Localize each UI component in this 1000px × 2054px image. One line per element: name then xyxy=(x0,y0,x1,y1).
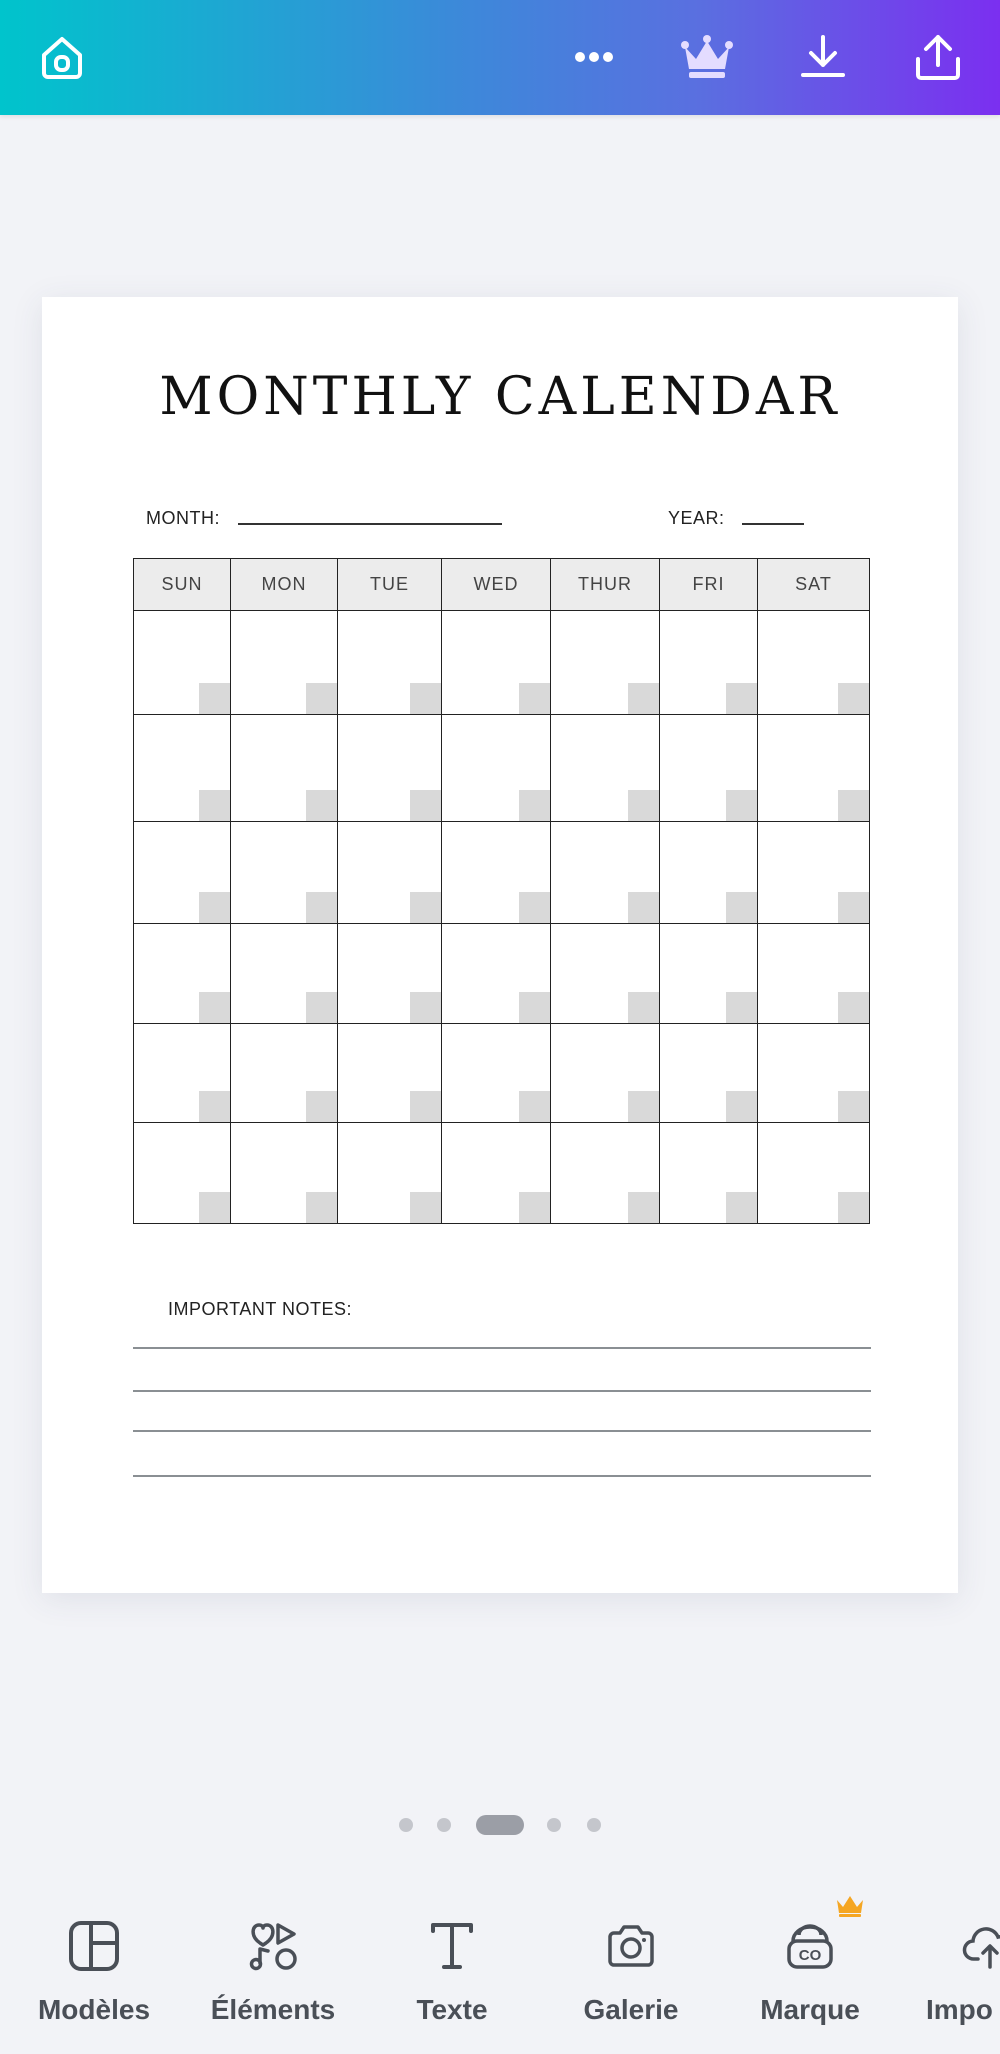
templates-icon xyxy=(67,1919,121,1973)
day-header-sat: SAT xyxy=(758,559,870,611)
nav-item-gallery[interactable] xyxy=(568,1878,694,2054)
day-cell-body xyxy=(442,1025,550,1122)
bottom-nav xyxy=(0,1878,1000,2054)
calendar-day-cell[interactable] xyxy=(134,822,231,924)
date-number-box xyxy=(410,1192,441,1223)
note-line xyxy=(133,1475,871,1477)
day-cell-body xyxy=(231,1025,337,1122)
calendar-day-cell[interactable] xyxy=(134,1024,231,1123)
date-number-box xyxy=(838,683,869,714)
calendar-grid[interactable] xyxy=(133,558,870,1224)
day-cell-body xyxy=(551,716,659,821)
day-cell-body xyxy=(231,716,337,821)
day-header-tue: TUE xyxy=(338,559,442,611)
date-number-box xyxy=(519,1192,550,1223)
date-number-box xyxy=(628,1091,659,1122)
day-cell-body xyxy=(338,1025,441,1122)
date-number-box xyxy=(726,683,757,714)
nav-item-import[interactable] xyxy=(926,1878,1000,2054)
calendar-week-row xyxy=(134,1024,870,1123)
share-icon xyxy=(912,31,964,83)
calendar-day-cell[interactable] xyxy=(758,924,870,1024)
calendar-day-cell[interactable] xyxy=(442,715,551,822)
calendar-day-cell[interactable] xyxy=(338,924,442,1024)
premium-crown-icon xyxy=(834,1892,866,1918)
calendar-day-cell[interactable] xyxy=(231,924,338,1024)
date-number-box xyxy=(726,892,757,923)
calendar-week-row xyxy=(134,924,870,1024)
page-dot[interactable] xyxy=(437,1818,451,1832)
day-cell-body xyxy=(442,1124,550,1223)
day-header-fri: FRI xyxy=(660,559,758,611)
day-cell-body xyxy=(442,823,550,923)
crown-icon xyxy=(679,31,735,83)
calendar-weeks xyxy=(134,611,870,1224)
day-cell-body xyxy=(758,716,869,821)
day-cell-body xyxy=(231,925,337,1023)
day-header-sun: SUN xyxy=(134,559,231,611)
date-number-box xyxy=(519,892,550,923)
date-number-box xyxy=(628,790,659,821)
date-number-box xyxy=(519,790,550,821)
day-cell-body xyxy=(231,612,337,714)
more-options-button[interactable] xyxy=(559,22,629,92)
calendar-day-cell[interactable] xyxy=(231,715,338,822)
note-line xyxy=(133,1430,871,1432)
calendar-day-cell[interactable] xyxy=(660,1123,758,1224)
nav-label-text: Texte xyxy=(416,1994,488,2025)
day-cell-body xyxy=(231,1124,337,1223)
calendar-day-cell[interactable] xyxy=(660,611,758,715)
calendar-day-cell[interactable] xyxy=(551,924,660,1024)
date-number-box xyxy=(306,892,337,923)
calendar-day-cell[interactable] xyxy=(338,822,442,924)
upload-icon xyxy=(962,1919,1000,1973)
calendar-day-cell[interactable] xyxy=(551,1123,660,1224)
month-label[interactable]: MONTH: xyxy=(146,508,220,528)
date-number-box xyxy=(199,790,230,821)
day-cell-body xyxy=(134,716,230,821)
home-button[interactable] xyxy=(27,22,97,92)
calendar-day-cell[interactable] xyxy=(442,924,551,1024)
day-cell-body xyxy=(660,1124,757,1223)
calendar-week-row xyxy=(134,1123,870,1224)
calendar-week-row xyxy=(134,822,870,924)
date-number-box xyxy=(628,992,659,1023)
day-cell-body xyxy=(338,823,441,923)
day-cell-body xyxy=(758,612,869,714)
brand-icon xyxy=(783,1919,837,1973)
date-number-box xyxy=(199,992,230,1023)
calendar-day-cell[interactable] xyxy=(134,611,231,715)
home-icon xyxy=(36,31,88,83)
date-number-box xyxy=(838,790,869,821)
calendar-day-cell[interactable] xyxy=(338,1123,442,1224)
date-number-box xyxy=(410,683,441,714)
year-label[interactable]: YEAR: xyxy=(668,508,725,528)
date-number-box xyxy=(726,790,757,821)
calendar-day-cell[interactable] xyxy=(442,611,551,715)
camera-icon xyxy=(604,1919,658,1973)
day-cell-body xyxy=(134,823,230,923)
calendar-day-cell[interactable] xyxy=(134,715,231,822)
date-number-box xyxy=(306,1091,337,1122)
nav-item-elements[interactable] xyxy=(196,1878,350,2054)
date-number-box xyxy=(410,790,441,821)
day-cell-body xyxy=(551,1124,659,1223)
calendar-day-cell[interactable] xyxy=(442,1123,551,1224)
page-dot[interactable] xyxy=(547,1818,561,1832)
date-number-box xyxy=(306,683,337,714)
elements-icon xyxy=(246,1919,300,1973)
download-button[interactable] xyxy=(788,22,858,92)
date-number-box xyxy=(306,1192,337,1223)
date-number-box xyxy=(628,683,659,714)
nav-item-brand[interactable] xyxy=(748,1878,872,2054)
calendar-day-cell[interactable] xyxy=(338,715,442,822)
date-number-box xyxy=(628,892,659,923)
note-line xyxy=(133,1390,871,1392)
top-toolbar xyxy=(0,0,1000,115)
day-cell-body xyxy=(660,1025,757,1122)
day-cell-body xyxy=(134,1025,230,1122)
nav-label-brand: Marque xyxy=(760,1994,860,2025)
day-cell-body xyxy=(338,925,441,1023)
calendar-day-cell[interactable] xyxy=(551,611,660,715)
day-cell-body xyxy=(442,716,550,821)
calendar-day-cell[interactable] xyxy=(338,1024,442,1123)
notes-label[interactable]: IMPORTANT NOTES: xyxy=(168,1299,353,1319)
calendar-day-cell[interactable] xyxy=(660,715,758,822)
month-underline xyxy=(238,523,502,525)
date-number-box xyxy=(726,1091,757,1122)
calendar-day-cell[interactable] xyxy=(338,611,442,715)
calendar-day-cell[interactable] xyxy=(134,924,231,1024)
day-cell-body xyxy=(660,823,757,923)
date-number-box xyxy=(306,790,337,821)
share-button[interactable] xyxy=(903,22,973,92)
svg-text:CO: CO xyxy=(798,1947,822,1964)
nav-item-templates[interactable] xyxy=(20,1878,168,2054)
date-number-box xyxy=(519,683,550,714)
calendar-day-cell[interactable] xyxy=(758,715,870,822)
day-cell-body xyxy=(338,716,441,821)
download-icon xyxy=(797,31,849,83)
calendar-day-cell[interactable] xyxy=(231,1123,338,1224)
day-cell-body xyxy=(758,1124,869,1223)
calendar-day-cell[interactable] xyxy=(231,822,338,924)
calendar-day-cell[interactable] xyxy=(758,822,870,924)
calendar-week-row xyxy=(134,611,870,715)
calendar-day-cell[interactable] xyxy=(660,924,758,1024)
calendar-day-cell[interactable] xyxy=(758,1123,870,1224)
date-number-box xyxy=(519,1091,550,1122)
day-cell-body xyxy=(134,612,230,714)
day-cell-body xyxy=(338,1124,441,1223)
date-number-box xyxy=(410,892,441,923)
day-header-wed: WED xyxy=(442,559,551,611)
calendar-day-cell[interactable] xyxy=(660,822,758,924)
design-page[interactable] xyxy=(42,297,958,1593)
calendar-day-cell[interactable] xyxy=(231,611,338,715)
date-number-box xyxy=(838,992,869,1023)
calendar-day-cell[interactable] xyxy=(551,822,660,924)
day-cell-body xyxy=(551,823,659,923)
date-number-box xyxy=(199,683,230,714)
day-cell-body xyxy=(660,612,757,714)
premium-button[interactable] xyxy=(672,22,742,92)
day-cell-body xyxy=(660,925,757,1023)
nav-item-text[interactable] xyxy=(392,1878,512,2054)
date-number-box xyxy=(199,1091,230,1122)
day-cell-body xyxy=(442,612,550,714)
calendar-title[interactable]: MONTHLY CALENDAR xyxy=(159,367,841,427)
day-cell-body xyxy=(134,1124,230,1223)
page-dot-active[interactable] xyxy=(476,1815,524,1835)
day-cell-body xyxy=(338,612,441,714)
day-cell-body xyxy=(660,716,757,821)
day-header-thur: THUR xyxy=(551,559,660,611)
date-number-box xyxy=(519,992,550,1023)
calendar-day-cell[interactable] xyxy=(551,715,660,822)
day-cell-body xyxy=(551,925,659,1023)
day-cell-body xyxy=(231,823,337,923)
nav-label-import: Impo xyxy=(926,1994,993,2025)
date-number-box xyxy=(628,1192,659,1223)
calendar-day-cell[interactable] xyxy=(758,611,870,715)
day-cell-body xyxy=(134,925,230,1023)
calendar-day-cell[interactable] xyxy=(442,1024,551,1123)
calendar-day-cell[interactable] xyxy=(758,1024,870,1123)
day-cell-body xyxy=(758,1025,869,1122)
page-dot[interactable] xyxy=(587,1818,601,1832)
date-number-box xyxy=(410,1091,441,1122)
calendar-day-cell[interactable] xyxy=(660,1024,758,1123)
date-number-box xyxy=(838,1091,869,1122)
calendar-week-row xyxy=(134,715,870,822)
page-indicator xyxy=(0,1815,1000,1835)
weekday-header-row xyxy=(134,559,870,611)
date-number-box xyxy=(838,1192,869,1223)
text-icon xyxy=(425,1919,479,1973)
more-icon xyxy=(568,31,620,83)
date-number-box xyxy=(199,892,230,923)
calendar-day-cell[interactable] xyxy=(134,1123,231,1224)
date-number-box xyxy=(306,992,337,1023)
page-dot[interactable] xyxy=(399,1818,413,1832)
note-line xyxy=(133,1347,871,1349)
date-number-box xyxy=(726,1192,757,1223)
calendar-day-cell[interactable] xyxy=(442,822,551,924)
date-number-box xyxy=(199,1192,230,1223)
day-cell-body xyxy=(758,823,869,923)
nav-label-gallery: Galerie xyxy=(583,1994,679,2025)
day-header-mon: MON xyxy=(231,559,338,611)
date-number-box xyxy=(410,992,441,1023)
nav-label-elements: Éléments xyxy=(210,1994,336,2025)
calendar-day-cell[interactable] xyxy=(551,1024,660,1123)
day-cell-body xyxy=(551,612,659,714)
date-number-box xyxy=(838,892,869,923)
calendar-day-cell[interactable] xyxy=(231,1024,338,1123)
day-cell-body xyxy=(758,925,869,1023)
nav-label-templates: Modèles xyxy=(37,1994,151,2025)
day-cell-body xyxy=(442,925,550,1023)
day-cell-body xyxy=(551,1025,659,1122)
year-underline xyxy=(742,523,804,525)
date-number-box xyxy=(726,992,757,1023)
